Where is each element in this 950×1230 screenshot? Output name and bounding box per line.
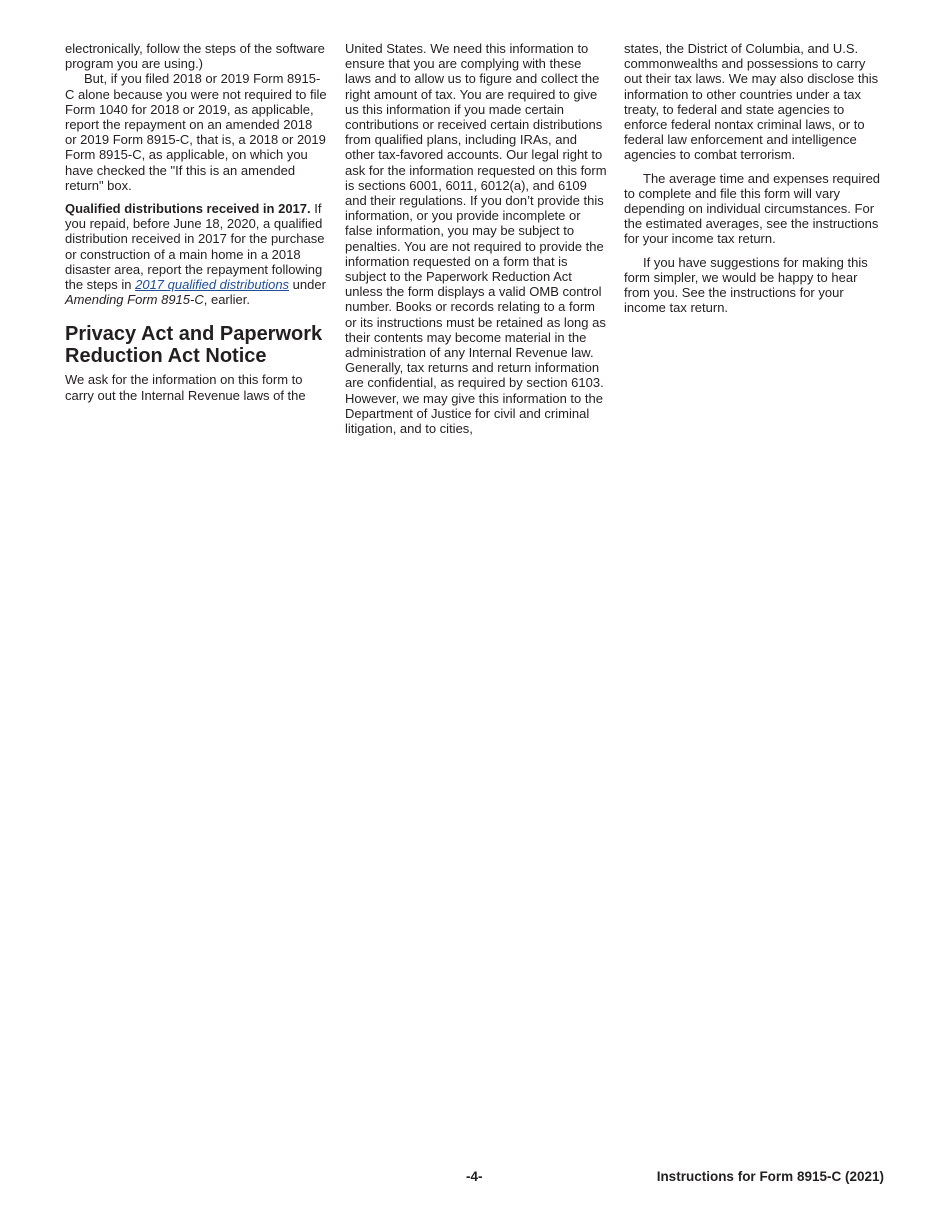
- footer-title: Instructions for Form 8915-C (2021): [656, 1169, 884, 1184]
- paragraph: We ask for the information on this form to carry out the Internal Revenue laws of the: [65, 372, 306, 403]
- column-left: [65, 41, 327, 403]
- paragraph: states, the District of Columbia, and U.S. commonwealths and possessions to carry out their tax laws. We may also disclose this information to other countries under a tax treaty, to federal and state agencies to enforce federal nontax criminal laws, or to federal law enforcement and intelligence agencies to combat terrorism.: [624, 41, 879, 163]
- paragraph: electronically, follow the steps of the software program you are using.): [65, 41, 325, 72]
- paragraph: If you have suggestions for making this form simpler, we would be happy to hear from you. See the instructions for your income tax return.: [624, 254, 868, 316]
- reference-italic: Amending Form 8915-C: [65, 292, 204, 308]
- section-heading: Privacy Act and Paperwork Reduction Act Notice: [65, 323, 323, 368]
- run-in-heading: Qualified distributions received in 2017.: [65, 201, 311, 217]
- page-footer: [0, 1169, 950, 1185]
- paragraph: But, if you filed 2018 or 2019 Form 8915-C alone because you were not required to file Form 1040 for 2018 or 2019, as applicable, report the repayment on an amended 2018 or 2019 Form 8915-C, that is, a 2018 or 2019 Form 8915-C, as applicable, on which you have checked the "If this is an amended return" box.: [65, 71, 327, 193]
- paragraph-qualified-distributions: [65, 201, 327, 307]
- paragraph: The average time and expenses required to complete and file this form will vary depending on individual circumstances. For the estimated averages, see the instructions for your income tax return.: [624, 170, 881, 247]
- link-2017-qualified-distributions[interactable]: 2017 qualified distributions: [135, 277, 290, 293]
- paragraph-text: under: [289, 277, 326, 293]
- paragraph-text: If you repaid, before June 18, 2020, a qualified distribution received in 2017 for the purchase or construction of a main home in a 2018 disaster area, report the repayment following the steps in: [65, 201, 325, 293]
- page-number: -4-: [466, 1169, 483, 1184]
- column-middle: [345, 41, 607, 436]
- paragraph: United States. We need this information to ensure that you are complying with these laws and to allow us to figure and collect the right amount of tax. You are required to give us this information if you made certain contributions or received certain distributions from qualified plans, including IRAs, and other tax-favored accounts. Our legal right to ask for the information requested on this form is sections 6001, 6011, 6012(a), and 6109 and their regulations. If you don’t provide this information, or you provide incomplete or false information, you may be subject to penalties. You are not required to provide the information requested on a form that is subject to the Paperwork Reduction Act unless the form displays a valid OMB control number. Books or records relating to a form or its instructions must be retained as long as their contents may become material in the administration of any Internal Revenue law. Generally, tax returns and return information are confidential, as required by section 6103. However, we may give this information to the Department of Justice for civil and criminal litigation, and to cities,: [345, 41, 607, 437]
- paragraph-text: , earlier.: [203, 292, 250, 308]
- column-right: [624, 41, 886, 315]
